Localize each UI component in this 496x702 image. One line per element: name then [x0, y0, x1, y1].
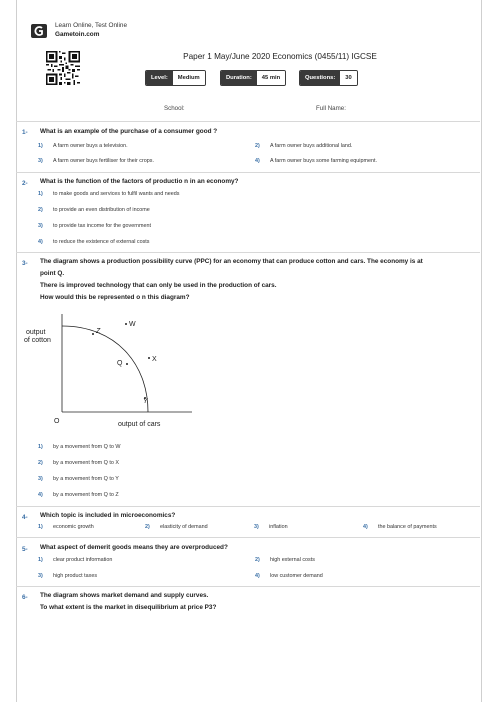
- option-number: 3): [254, 524, 259, 530]
- option-number: 1): [38, 524, 43, 530]
- y-axis-label: of cotton: [24, 337, 51, 344]
- option-text[interactable]: A farm owner buys additional land.: [270, 143, 353, 149]
- ppc-curve: [62, 326, 148, 412]
- brand-site[interactable]: Gametoin.com: [55, 31, 100, 38]
- option-text[interactable]: elasticity of demand: [160, 524, 208, 530]
- option-text[interactable]: to reduce the existence of external costs: [53, 239, 150, 245]
- option-number: 1): [38, 557, 43, 563]
- option-text[interactable]: by a movement from Q to X: [53, 460, 119, 466]
- option-text[interactable]: A farm owner buys some farming equipment.: [270, 158, 377, 164]
- ppc-diagram: [20, 308, 200, 436]
- option-text[interactable]: to provide an even distribution of income: [53, 207, 150, 213]
- question-text: point Q.: [40, 270, 65, 277]
- divider: [16, 172, 480, 173]
- option-number: 3): [38, 223, 43, 229]
- question-text: What is an example of the purchase of a consumer good ?: [40, 128, 218, 135]
- question-text: There is improved technology that can only be used in the production of cars.: [40, 282, 277, 289]
- option-text[interactable]: high external costs: [270, 557, 315, 563]
- option-text[interactable]: by a movement from Q to Y: [53, 476, 119, 482]
- option-number: 4): [38, 239, 43, 245]
- option-text[interactable]: A farm owner buys a television.: [53, 143, 128, 149]
- option-text[interactable]: inflation: [269, 524, 288, 530]
- duration-badge: [220, 70, 286, 86]
- question-text: How would this be represented o n this diagram?: [40, 294, 190, 301]
- school-field[interactable]: School:: [164, 105, 185, 112]
- option-text[interactable]: clear product information: [53, 557, 113, 563]
- option-text[interactable]: the balance of payments: [378, 524, 437, 530]
- option-number: 2): [145, 524, 150, 530]
- y-axis-label: output: [26, 329, 46, 336]
- point-w-label: W: [129, 321, 136, 328]
- divider: [16, 586, 480, 587]
- option-text[interactable]: high product taxes: [53, 573, 98, 579]
- option-number: 3): [38, 158, 43, 164]
- duration-value: 45 min: [257, 71, 285, 85]
- option-text[interactable]: A farm owner buys fertiliser for their crops.: [53, 158, 154, 164]
- question-text: The diagram shows a production possibility curve (PPC) for an economy that can produce cotton and cars. The economy is at: [40, 258, 423, 265]
- point-q-label: Q: [117, 360, 123, 367]
- option-number: 4): [363, 524, 368, 530]
- option-number: 2): [38, 460, 43, 466]
- level-badge: [145, 70, 206, 86]
- divider: [16, 121, 480, 122]
- point-w-marker: [125, 323, 127, 325]
- brand-tagline: Learn Online, Test Online: [55, 22, 127, 29]
- point-y-label: Y: [143, 398, 148, 405]
- option-text[interactable]: economic growth: [53, 524, 94, 530]
- question-text: To what extent is the market in disequilibrium at price P3?: [40, 604, 217, 611]
- option-number: 4): [255, 573, 260, 579]
- option-number: 1): [38, 191, 43, 197]
- option-text[interactable]: to provide tax income for the government: [53, 223, 151, 229]
- gametoin-logo-icon: [31, 24, 47, 38]
- question-number: 6-: [22, 594, 28, 601]
- divider: [16, 252, 480, 253]
- level-label: Level:: [146, 71, 173, 85]
- question-text: What is the function of the factors of productio n in an economy?: [40, 178, 239, 185]
- option-text[interactable]: by a movement from Q to Z: [53, 492, 119, 498]
- duration-label: Duration:: [221, 71, 257, 85]
- question-text: What aspect of demerit goods means they are overproduced?: [40, 544, 228, 551]
- question-number: 2-: [22, 180, 28, 187]
- option-text[interactable]: by a movement from Q to W: [53, 444, 121, 450]
- level-value: Medium: [173, 71, 205, 85]
- option-number: 2): [255, 143, 260, 149]
- qr-code-icon: [46, 50, 80, 86]
- full-name-field[interactable]: Full Name:: [316, 105, 346, 112]
- questions-value: 30: [340, 71, 356, 85]
- point-x-label: X: [152, 356, 157, 363]
- option-number: 4): [255, 158, 260, 164]
- point-z-label: Z: [96, 328, 101, 335]
- divider: [16, 506, 480, 507]
- question-text: The diagram shows market demand and supply curves.: [40, 592, 209, 599]
- option-number: 1): [38, 143, 43, 149]
- paper-title: Paper 1 May/June 2020 Economics (0455/11) IGCSE: [183, 52, 377, 61]
- question-text: Which topic is included in microeconomics?: [40, 512, 176, 519]
- question-number: 3-: [22, 260, 28, 267]
- questions-badge: [299, 70, 358, 86]
- option-number: 2): [255, 557, 260, 563]
- divider: [16, 537, 480, 538]
- option-number: 4): [38, 492, 43, 498]
- questions-label: Questions:: [300, 71, 340, 85]
- option-number: 2): [38, 207, 43, 213]
- point-q-marker: [126, 363, 128, 365]
- option-number: 1): [38, 444, 43, 450]
- question-number: 4-: [22, 514, 28, 521]
- option-number: 3): [38, 476, 43, 482]
- option-number: 3): [38, 573, 43, 579]
- option-text[interactable]: to make goods and services to fulfil wants and needs: [53, 191, 180, 197]
- question-number: 1-: [22, 129, 28, 136]
- point-z-marker: [92, 333, 94, 335]
- point-x-marker: [148, 357, 150, 359]
- origin-label: O: [54, 418, 60, 425]
- question-number: 5-: [22, 546, 28, 553]
- option-text[interactable]: low customer demand: [270, 573, 323, 579]
- x-axis-label: output of cars: [118, 421, 161, 428]
